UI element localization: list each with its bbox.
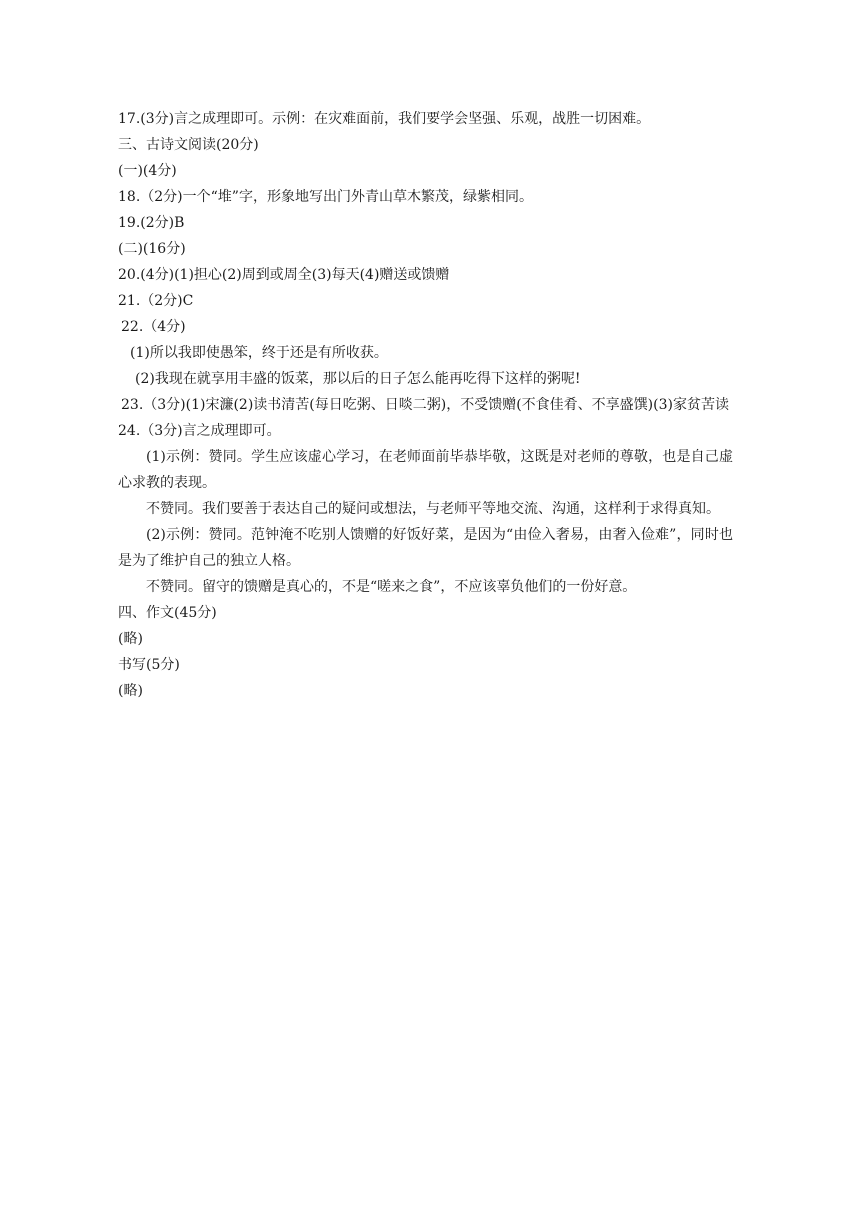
section-3-heading: 三、古诗文阅读(20分) xyxy=(118,137,259,153)
essay-omitted: (略) xyxy=(118,631,143,647)
answer-22: 22.（4分) xyxy=(121,319,186,335)
answer-20: 20.(4分)(1)担心(2)周到或周全(3)每天(4)赠送或馈赠 xyxy=(118,267,450,283)
answer-24-part-2-agree: (2)示例：赞同。范钟淹不吃别人馈赠的好饭好菜，是因为“由俭入奢易，由奢入俭难”，同时也是为了维护自己的独立人格。 xyxy=(118,527,733,569)
answer-19: 19.(2分)B xyxy=(118,215,185,231)
answer-17: 17.(3分)言之成理即可。示例：在灾难面前，我们要学会坚强、乐观，战胜一切困难。 xyxy=(118,111,651,127)
answer-22-part-1: (1)所以我即使愚笨，终于还是有所收获。 xyxy=(130,345,388,361)
answer-24-part-2-disagree: 不赞同。留守的馈赠是真心的，不是“嗟来之食”，不应该辜负他们的一份好意。 xyxy=(146,579,637,595)
subsection-1-heading: (一)(4分) xyxy=(118,163,177,179)
writing-heading: 书写(5分) xyxy=(118,657,180,673)
subsection-2-heading: (二)(16分) xyxy=(118,241,186,257)
answer-24-part-1-agree: (1)示例：赞同。学生应该虚心学习，在老师面前毕恭毕敬，这既是对老师的尊敬，也是自己虚心求教的表现。 xyxy=(118,449,733,491)
writing-omitted: (略) xyxy=(118,683,143,699)
section-4-heading: 四、作文(45分) xyxy=(118,605,217,621)
answer-24-part-1-disagree: 不赞同。我们要善于表达自己的疑问或想法，与老师平等地交流、沟通，这样利于求得真知。 xyxy=(146,501,720,517)
answer-22-part-2: (2)我现在就享用丰盛的饭菜，那以后的日子怎么能再吃得下这样的粥呢! xyxy=(135,371,581,387)
answer-24: 24.（3分)言之成理即可。 xyxy=(118,423,281,439)
answer-21: 21.（2分)C xyxy=(118,293,194,309)
answer-key-content xyxy=(118,106,733,704)
answer-18: 18.（2分)一个“堆”字，形象地写出门外青山草木繁茂，绿紫相同。 xyxy=(118,189,533,205)
answer-23: 23.（3分)(1)宋濂(2)读书清苦(每日吃粥、日啖二粥)，不受馈赠(不食佳肴、不享盛馔)(3)家贫苦读 xyxy=(121,397,729,413)
